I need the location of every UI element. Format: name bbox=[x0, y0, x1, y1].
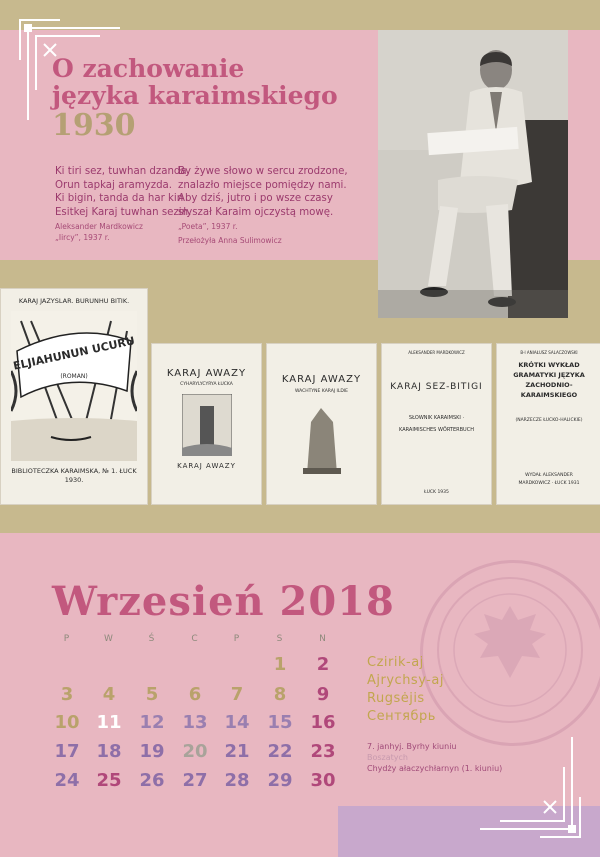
book-cover-4 bbox=[381, 343, 492, 505]
calendar-day: 25 bbox=[96, 770, 122, 791]
calendar-day: 8 bbox=[273, 684, 287, 705]
poem-polish bbox=[178, 165, 363, 246]
book-top-text: ALEKSANDER MARDKOWICZ bbox=[408, 350, 465, 355]
calendar-day: 23 bbox=[310, 741, 336, 762]
portrait-illustration bbox=[378, 30, 568, 318]
book-subtitle: (ROMAN) bbox=[60, 373, 88, 380]
corner-ornament-icon bbox=[480, 737, 600, 857]
book-subtitle: CYHARYLYCYRYA ŁUCKA bbox=[180, 382, 233, 387]
calendar-day: 5 bbox=[145, 684, 159, 705]
poem-line: By żywe słowo w sercu zrodzone, bbox=[178, 166, 348, 177]
book-subtitle: (NARZECZE ŁUCKO-HALICKIE) bbox=[515, 418, 583, 423]
poem-line: Ki tiri sez, tuwhan dzanda, bbox=[55, 166, 190, 177]
book-footer: ŁUCK 1935 bbox=[424, 490, 449, 495]
book-title: KARAJ AWAZY bbox=[166, 368, 247, 379]
calendar-day: 29 bbox=[267, 770, 293, 791]
poem-line: znalazło miejsce pomiędzy nami. bbox=[178, 179, 347, 191]
weekday-label: C bbox=[191, 634, 199, 644]
portrait-photo bbox=[378, 30, 568, 318]
book-cover-1 bbox=[0, 288, 148, 505]
calendar-day: 17 bbox=[54, 741, 80, 762]
calendar-day: 21 bbox=[224, 741, 250, 762]
calendar-day: 27 bbox=[182, 770, 208, 791]
calendar-day: 30 bbox=[310, 770, 336, 791]
calendar-day: 4 bbox=[102, 684, 116, 705]
holiday-line: Chydży ałaczychłarnyn (1. kiuniu) bbox=[367, 764, 503, 773]
weekday-label: S bbox=[276, 634, 284, 644]
calendar-day: 10 bbox=[54, 712, 80, 733]
calendar-day: 11 bbox=[96, 712, 122, 733]
month-name-karaim-2: Ajrychsy-aj bbox=[367, 673, 444, 688]
month-title: Wrzesień 2018 bbox=[52, 578, 395, 625]
weekday-label: Ś bbox=[148, 634, 156, 644]
calendar-day: 24 bbox=[54, 770, 80, 791]
title-line-2: języka karaimskiego bbox=[52, 81, 338, 110]
weekday-label: P bbox=[233, 634, 241, 644]
calendar-day: 16 bbox=[310, 712, 336, 733]
calendar-day: 20 bbox=[182, 741, 208, 762]
title-line-1: O zachowanie bbox=[52, 54, 245, 83]
poem-author: Aleksander Mardkowicz bbox=[55, 222, 143, 231]
book-cover-3 bbox=[266, 343, 377, 505]
calendar-day: 6 bbox=[188, 684, 202, 705]
weekday-label: N bbox=[319, 634, 327, 644]
book-illustration bbox=[182, 394, 232, 456]
poem-line: Ki bigin, tanda da har kin bbox=[55, 193, 184, 204]
calendar-day: 18 bbox=[96, 741, 122, 762]
calendar-day: 2 bbox=[316, 654, 330, 675]
month-name-lithuanian: Rugsėjis bbox=[367, 691, 425, 706]
poem-line: słyszał Karaim ojczystą mowę. bbox=[178, 206, 334, 218]
title-year: 1930 bbox=[52, 108, 136, 143]
month-name-karaim-1: Czirik-aj bbox=[367, 655, 424, 670]
book-footer: KARAJ AWAZY bbox=[177, 462, 236, 470]
book-cover-2 bbox=[151, 343, 262, 505]
book-subtitle: WACHTYNE KARAJ ILDIE bbox=[294, 389, 349, 394]
weekday-label: W bbox=[104, 634, 114, 644]
calendar-day: 14 bbox=[224, 712, 250, 733]
book-footer: BIBLIOTECZKA KARAIMSKA, № 1. ŁUCK 1930. bbox=[11, 467, 137, 484]
calendar-day: 1 bbox=[273, 654, 287, 675]
book-top-text: KARAJ JAZYSLAR. BURUNHU BITIK. bbox=[18, 297, 130, 305]
calendar-day: 19 bbox=[139, 741, 165, 762]
poem-line: Esitkej Karaj tuwhan sezin. bbox=[55, 206, 192, 218]
poem-line: Orun tapkaj aramyzda. bbox=[55, 179, 173, 191]
calendar-day: 15 bbox=[267, 712, 293, 733]
weekday-label: P bbox=[63, 634, 71, 644]
calendar-day: 9 bbox=[316, 684, 330, 705]
book-title: ELJIAHUNUN UCURU bbox=[12, 334, 136, 373]
month-name-russian: Сентябрь bbox=[367, 709, 436, 724]
calendar-day: 12 bbox=[139, 712, 165, 733]
poem-line: Aby dziś, jutro i po wsze czasy bbox=[178, 193, 333, 204]
calendar-day: 7 bbox=[230, 684, 244, 705]
book-title: KARAJ SEZ-BITIGI bbox=[390, 382, 483, 392]
holiday-line: 7. janhyj. Byrhy kiuniu bbox=[367, 742, 457, 751]
book-title: KRÓTKI WYKŁAD GRAMATYKI JĘZYKA ZACHODNIO-KARAIMSKIEGO bbox=[513, 361, 585, 399]
page-title bbox=[52, 55, 352, 109]
book-subtitle: SŁOWNIK KARAIMSKI · KARAIMISCHES WÖRTERBUCH bbox=[399, 415, 474, 433]
calendar-day: 13 bbox=[182, 712, 208, 733]
poem-translator: Przełożyła Anna Sulimowicz bbox=[178, 236, 282, 245]
poem-source: „Poeta”, 1937 r. bbox=[178, 222, 238, 231]
book-illustration bbox=[301, 404, 343, 474]
calendar-day: 28 bbox=[224, 770, 250, 791]
holiday-line: Boszatych bbox=[367, 753, 408, 762]
calendar-day: 22 bbox=[267, 741, 293, 762]
book-illustration bbox=[11, 311, 137, 461]
calendar-day: 3 bbox=[60, 684, 74, 705]
book-title: KARAJ AWAZY bbox=[281, 374, 362, 385]
poem-source: „Iircy”, 1937 r. bbox=[55, 233, 110, 242]
book-cover-5 bbox=[496, 343, 600, 505]
book-footer: WYDAŁ ALEKSANDER MARDKOWICZ · ŁUCK 1931 bbox=[518, 473, 580, 486]
eagle-seal-icon bbox=[420, 560, 600, 746]
book-top-text: B-l ANIAŁUSZ SALACZOWSKI bbox=[520, 350, 578, 355]
calendar-day: 26 bbox=[139, 770, 165, 791]
